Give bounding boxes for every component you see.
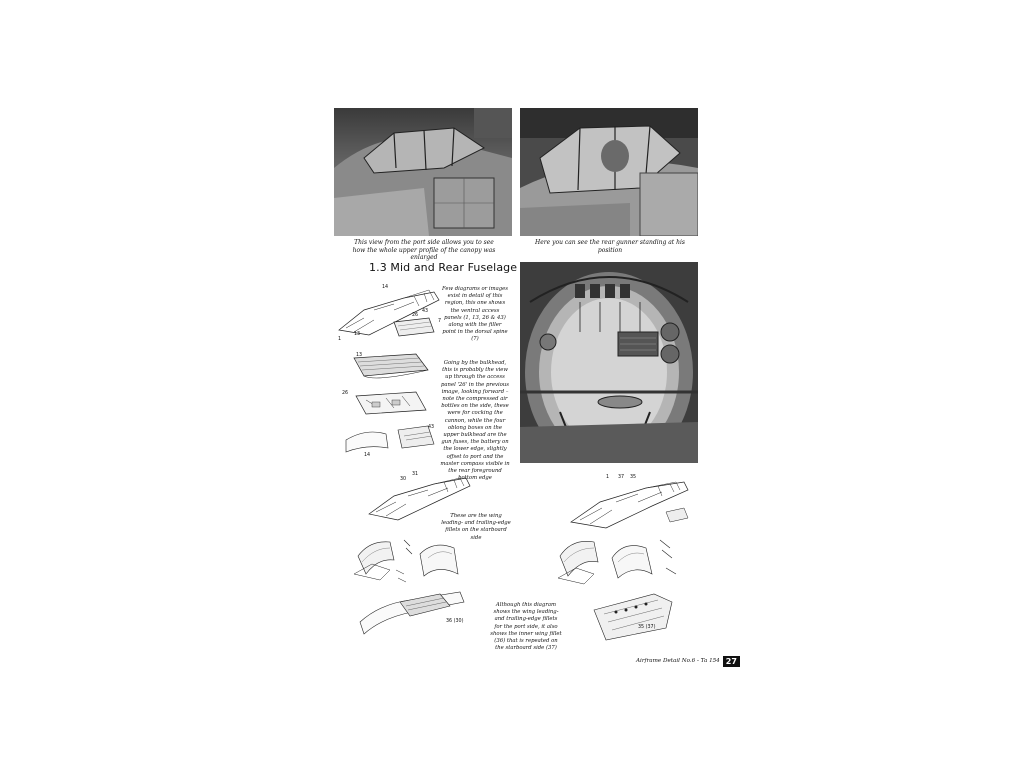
diagram-label: 31 — [412, 472, 419, 477]
caption-rear-gunner: Here you can see the rear gunner standing at his position — [534, 239, 685, 254]
diagram-label: 43 — [428, 425, 435, 430]
caption-canopy-port-side: This view from the port side allows you to see how the whole upper profile of the canopy was enlarged — [352, 239, 496, 261]
diagram-label: 7 — [438, 319, 442, 324]
page-number: 27 — [723, 656, 740, 667]
text-wing-fillets: These are the wing leading- and trailing-edge fillets on the starboard side — [441, 513, 511, 541]
diagram-label: 35 — [630, 475, 637, 480]
text-port-fillets: Although this diagram shows the wing leading- and trailing-edge fillets for the port side, it also shows the inner wing fillet (36) that is repeated on the starboard side (37) — [490, 602, 562, 652]
photo-canopy-port-side — [334, 108, 512, 236]
diagram-label: 14 — [364, 453, 371, 458]
page-footer — [636, 656, 740, 666]
diagram-label: 1 — [338, 337, 342, 342]
diagram-fuselage-port — [566, 472, 692, 534]
diagram-label: 26 — [412, 313, 419, 318]
diagram-label: 14 — [382, 285, 389, 290]
diagram-fuselage-access-panels — [334, 280, 444, 350]
diagram-label: 13 — [354, 332, 361, 337]
diagram-label: 37 — [618, 475, 625, 480]
diagram-label: 43 — [422, 309, 429, 314]
section-title: 1.3 Mid and Rear Fuselage — [369, 261, 518, 274]
diagram-label: 13 — [356, 353, 363, 358]
diagram-label: 36 (30) — [446, 619, 464, 624]
diagram-ventral-panels — [336, 348, 446, 460]
diagram-port-fillets — [554, 532, 694, 652]
diagram-label: 30 — [400, 477, 407, 482]
photo-fuselage-interior — [520, 262, 698, 463]
photo-rear-gunner — [520, 108, 698, 236]
diagram-label: 26 — [342, 391, 349, 396]
text-access-panels: Few diagrams or images exist in detail of this region, this one shows the ventral access panels (1, 13, 26 & 43) along with the filler point in the dorsal spine (7) — [442, 286, 509, 343]
publication-title: Airframe Detail No.6 - Ta 154 — [636, 658, 720, 664]
text-bulkhead-description: Going by the bulkhead, this is probably the view up through the access panel '26' in the previous image, looking forward – note the compressed air bottles on the side, these were for cocking the cannon, while the four oblong boxes on the upper bulkhead are the gun fuses, the battery on the lower edge, slightly offset to port and the master compass visible in the rear foreground bottom edge — [440, 360, 510, 482]
diagram-label: 35 (37) — [638, 625, 656, 630]
diagram-label: 1 — [606, 475, 610, 480]
diagram-starboard-fillets — [350, 534, 470, 646]
